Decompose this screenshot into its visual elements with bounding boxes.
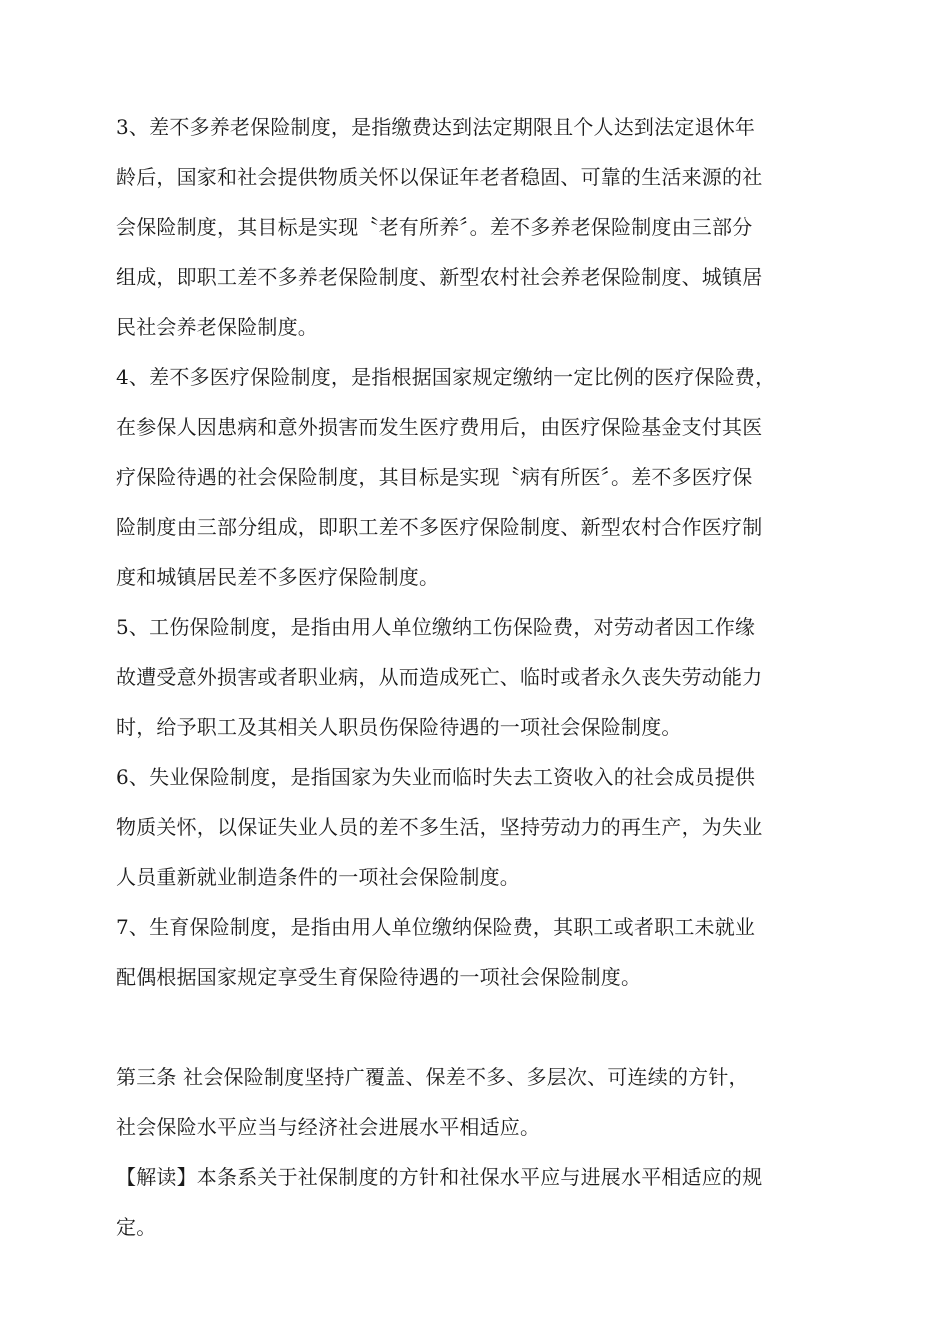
text-line: 7、生育保险制度，是指由用人单位缴纳保险费，其职工或者职工未就业	[116, 915, 756, 939]
interpretation-line: 【解读】本条系关于社保制度的方针和社保水平应与进展水平相适应的规	[116, 1165, 763, 1189]
text-line: 组成，即职工差不多养老保险制度、新型农村社会养老保险制度、城镇居	[116, 265, 763, 289]
text-line: 人员重新就业制造条件的一项社会保险制度。	[116, 865, 520, 889]
text-line: 故遭受意外损害或者职业病，从而造成死亡、临时或者永久丧失劳动能力	[116, 665, 763, 689]
text-line: 3、差不多养老保险制度，是指缴费达到法定期限且个人达到法定退休年	[116, 115, 756, 139]
text-line: 4、差不多医疗保险制度，是指根据国家规定缴纳一定比例的医疗保险费，	[116, 365, 776, 389]
text-line: 配偶根据国家规定享受生育保险待遇的一项社会保险制度。	[116, 965, 642, 989]
text-line: 度和城镇居民差不多医疗保险制度。	[116, 565, 440, 589]
text-line: 在参保人因患病和意外损害而发生医疗费用后，由医疗保险基金支付其医	[116, 415, 763, 439]
text-line: 民社会养老保险制度。	[116, 315, 318, 339]
text-line: 物质关怀，以保证失业人员的差不多生活，坚持劳动力的再生产，为失业	[116, 815, 763, 839]
text-line: 险制度由三部分组成，即职工差不多医疗保险制度、新型农村合作医疗制	[116, 515, 763, 539]
text-line: 6、失业保险制度，是指国家为失业而临时失去工资收入的社会成员提供	[116, 765, 756, 789]
text-line: 社会保险水平应当与经济社会进展水平相适应。	[116, 1115, 541, 1139]
text-line: 龄后，国家和社会提供物质关怀以保证年老者稳固、可靠的生活来源的社	[116, 165, 763, 189]
text-line: 会保险制度，其目标是实现〝老有所养〞。差不多养老保险制度由三部分	[116, 215, 753, 239]
article-heading-line: 第三条 社会保险制度坚持广覆盖、保差不多、多层次、可连续的方针，	[116, 1065, 749, 1089]
text-line: 5、工伤保险制度，是指由用人单位缴纳工伤保险费，对劳动者因工作缘	[116, 615, 756, 639]
text-line: 定。	[116, 1215, 157, 1239]
text-line: 疗保险待遇的社会保险制度，其目标是实现〝病有所医〞。差不多医疗保	[116, 465, 753, 489]
text-line: 时，给予职工及其相关人职员伤保险待遇的一项社会保险制度。	[116, 715, 682, 739]
